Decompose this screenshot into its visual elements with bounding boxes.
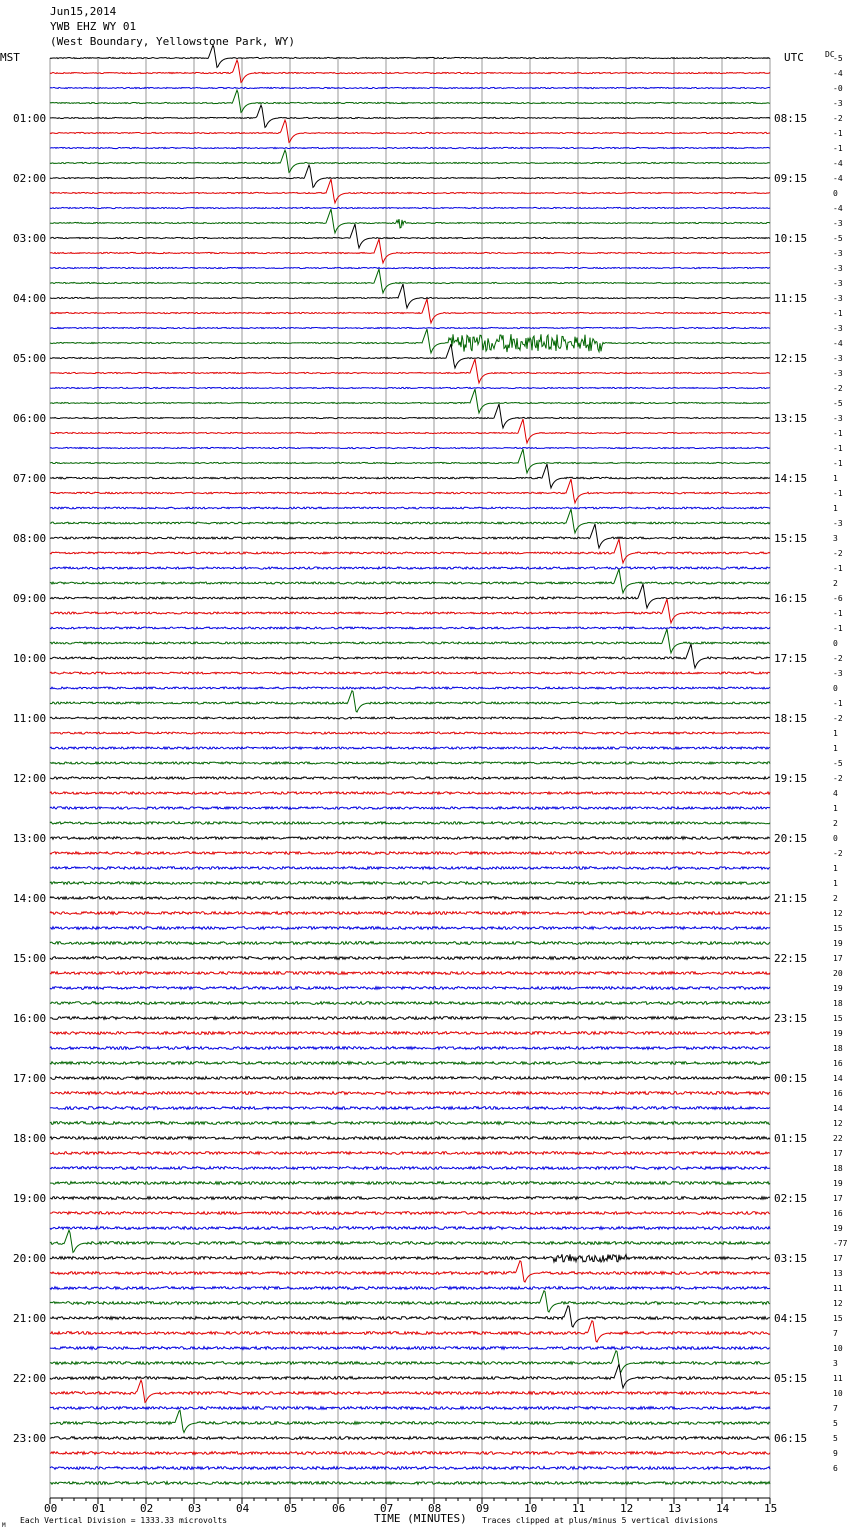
seismic-trace xyxy=(50,120,770,142)
seismic-trace xyxy=(50,1122,770,1125)
dc-offset-label: 1 xyxy=(833,729,838,738)
left-time-label: 22:00 xyxy=(13,1372,47,1385)
seismic-trace xyxy=(50,1452,770,1455)
seismic-trace xyxy=(50,419,770,443)
seismic-trace xyxy=(50,1167,770,1170)
right-time-label: 14:15 xyxy=(774,472,808,485)
seismic-trace xyxy=(50,927,770,930)
dc-offset-label: -1 xyxy=(833,129,843,138)
left-time-label: 12:00 xyxy=(13,772,47,785)
dc-offset-label: -1 xyxy=(833,444,843,453)
dc-offset-label: 15 xyxy=(833,1314,843,1323)
dc-offset-label: 1 xyxy=(833,474,838,483)
dc-offset-label: 11 xyxy=(833,1284,843,1293)
dc-offset-label: -77 xyxy=(833,1239,848,1248)
left-time-label: 20:00 xyxy=(13,1252,47,1265)
dc-offset-label: -3 xyxy=(833,249,843,258)
seismic-trace xyxy=(50,1032,770,1035)
seismic-trace xyxy=(50,1062,770,1065)
dc-offset-label: 2 xyxy=(833,819,838,828)
dc-offset-label: 0 xyxy=(833,834,838,843)
dc-offset-label: -0 xyxy=(833,84,843,93)
right-time-label: 15:15 xyxy=(774,532,808,545)
dc-offset-label: 18 xyxy=(833,1044,843,1053)
dc-offset-label: 16 xyxy=(833,1089,843,1098)
dc-offset-label: 15 xyxy=(833,924,843,933)
dc-offset-label: 17 xyxy=(833,1194,843,1203)
dc-offset-label: -3 xyxy=(833,264,843,273)
seismic-trace xyxy=(50,567,770,569)
dc-title: DC xyxy=(825,50,835,59)
dc-offset-label: -3 xyxy=(833,99,843,108)
dc-offset-label: -3 xyxy=(833,324,843,333)
seismic-trace xyxy=(50,912,770,915)
dc-offset-label: 17 xyxy=(833,1254,843,1263)
seismic-trace xyxy=(50,209,770,233)
seismic-trace xyxy=(50,507,770,509)
left-time-labels xyxy=(13,112,46,1445)
left-time-label: 10:00 xyxy=(13,652,47,665)
seismic-trace xyxy=(50,479,770,503)
seismic-trace xyxy=(50,267,770,268)
right-time-label: 06:15 xyxy=(774,1432,808,1445)
seismic-trace xyxy=(50,239,770,263)
left-time-label: 03:00 xyxy=(13,232,47,245)
header-station: YWB EHZ WY 01 xyxy=(50,20,137,33)
dc-offset-label: 18 xyxy=(833,1164,843,1173)
left-time-label: 11:00 xyxy=(13,712,47,725)
seismic-trace xyxy=(50,942,770,945)
left-time-label: 04:00 xyxy=(13,292,47,305)
dc-offset-label: 0 xyxy=(833,189,838,198)
header-location: (West Boundary, Yellowstone Park, WY) xyxy=(50,35,296,48)
seismic-trace xyxy=(50,599,770,623)
seismic-trace xyxy=(50,165,770,187)
dc-offset-label: -1 xyxy=(833,609,843,618)
dc-offset-label: -5 xyxy=(833,399,843,408)
dc-offset-label: 1 xyxy=(833,744,838,753)
dc-offset-labels xyxy=(833,54,848,1473)
right-time-label: 16:15 xyxy=(774,592,808,605)
seismic-trace xyxy=(50,1077,770,1080)
left-time-label: 21:00 xyxy=(13,1312,47,1325)
seismic-trace xyxy=(50,584,770,608)
seismic-trace xyxy=(50,1047,770,1050)
left-time-label: 15:00 xyxy=(13,952,47,965)
right-time-label: 08:15 xyxy=(774,112,808,125)
right-time-labels xyxy=(774,112,807,1445)
seismic-trace xyxy=(50,717,770,719)
dc-offset-label: -4 xyxy=(833,159,843,168)
dc-offset-label: 19 xyxy=(833,1179,843,1188)
x-tick-label: 07 xyxy=(380,1502,394,1515)
left-time-label: 05:00 xyxy=(13,352,47,365)
seismic-trace xyxy=(50,627,770,629)
x-tick-label: 08 xyxy=(428,1502,442,1515)
seismic-trace xyxy=(50,224,770,248)
seismic-trace xyxy=(50,1182,770,1185)
dc-offset-label: 12 xyxy=(833,1119,843,1128)
dc-offset-label: -2 xyxy=(833,549,843,558)
x-tick-label: 10 xyxy=(524,1502,538,1515)
right-axis-title: UTC xyxy=(784,51,804,64)
seismic-trace xyxy=(50,1347,770,1350)
seismic-trace xyxy=(50,1197,770,1200)
seismic-trace xyxy=(50,524,770,548)
dc-offset-label: -3 xyxy=(833,369,843,378)
dc-offset-label: 4 xyxy=(833,789,838,798)
seismic-trace xyxy=(50,269,770,293)
dc-offset-label: 19 xyxy=(833,939,843,948)
right-time-label: 21:15 xyxy=(774,892,808,905)
seismic-trace xyxy=(50,747,770,749)
seismic-trace xyxy=(50,644,770,668)
x-tick-label: 15 xyxy=(764,1502,778,1515)
scale-note: Each Vertical Division = 1333.33 microvolts xyxy=(20,1516,228,1525)
seismic-trace xyxy=(50,327,770,328)
x-tick-label: 11 xyxy=(572,1502,586,1515)
seismic-trace xyxy=(50,1230,770,1252)
dc-offset-label: 2 xyxy=(833,579,838,588)
right-time-label: 23:15 xyxy=(774,1012,808,1025)
seismic-trace xyxy=(50,957,770,960)
dc-offset-label: 2 xyxy=(833,894,838,903)
dc-offset-label: -2 xyxy=(833,774,843,783)
left-axis-title: MST xyxy=(0,51,20,64)
dc-offset-label: -5 xyxy=(833,759,843,768)
seismic-trace xyxy=(50,807,770,809)
left-time-label: 18:00 xyxy=(13,1132,47,1145)
seismic-trace xyxy=(50,852,770,855)
left-time-label: 02:00 xyxy=(13,172,47,185)
dc-offset-label: 1 xyxy=(833,879,838,888)
dc-offset-label: -5 xyxy=(833,54,843,63)
x-tick-label: 05 xyxy=(284,1502,298,1515)
dc-offset-label: 12 xyxy=(833,1299,843,1308)
seismic-trace xyxy=(50,672,770,674)
dc-offset-label: 16 xyxy=(833,1209,843,1218)
seismic-trace xyxy=(50,1261,770,1282)
x-tick-label: 00 xyxy=(44,1502,58,1515)
dc-offset-label: -2 xyxy=(833,384,843,393)
seismic-trace xyxy=(50,569,770,593)
dc-offset-label: 5 xyxy=(833,1434,838,1443)
x-tick-label: 06 xyxy=(332,1502,346,1515)
seismic-trace xyxy=(50,1407,770,1410)
dc-offset-label: -3 xyxy=(833,354,843,363)
dc-offset-label: -1 xyxy=(833,429,843,438)
seismic-trace xyxy=(50,691,770,712)
seismic-trace xyxy=(50,359,770,383)
dc-offset-label: -2 xyxy=(833,114,843,123)
left-time-label: 13:00 xyxy=(13,832,47,845)
dc-offset-label: -3 xyxy=(833,219,843,228)
x-tick-label: 03 xyxy=(188,1502,202,1515)
right-time-label: 17:15 xyxy=(774,652,808,665)
dc-offset-label: -2 xyxy=(833,654,843,663)
seismic-trace xyxy=(50,344,770,368)
seismic-trace xyxy=(50,389,770,413)
seismic-trace xyxy=(50,1351,770,1372)
dc-offset-label: 16 xyxy=(833,1059,843,1068)
dc-offset-label: 7 xyxy=(833,1329,838,1338)
seismic-trace xyxy=(50,1107,770,1110)
right-time-label: 19:15 xyxy=(774,772,808,785)
seismic-trace xyxy=(50,1152,770,1155)
seismic-traces xyxy=(50,45,770,1484)
right-time-label: 02:15 xyxy=(774,1192,808,1205)
dc-offset-label: 0 xyxy=(833,684,838,693)
right-time-label: 18:15 xyxy=(774,712,808,725)
x-tick-label: 13 xyxy=(668,1502,682,1515)
seismic-trace xyxy=(50,777,770,779)
x-tick-label: 02 xyxy=(140,1502,154,1515)
x-axis-title: TIME (MINUTES) xyxy=(374,1512,467,1525)
dc-offset-label: 14 xyxy=(833,1074,843,1083)
seismic-trace xyxy=(50,732,770,734)
dc-offset-label: 17 xyxy=(833,954,843,963)
dc-offset-label: 14 xyxy=(833,1104,843,1113)
dc-offset-label: 19 xyxy=(833,1029,843,1038)
dc-offset-label: 12 xyxy=(833,909,843,918)
dc-offset-label: 19 xyxy=(833,984,843,993)
dc-offset-label: -4 xyxy=(833,174,843,183)
right-time-label: 20:15 xyxy=(774,832,808,845)
seismic-trace xyxy=(50,1212,770,1215)
seismic-trace xyxy=(50,1137,770,1140)
right-time-label: 09:15 xyxy=(774,172,808,185)
left-time-label: 06:00 xyxy=(13,412,47,425)
left-time-label: 23:00 xyxy=(13,1432,47,1445)
dc-offset-label: 15 xyxy=(833,1014,843,1023)
dc-offset-label: -1 xyxy=(833,564,843,573)
dc-offset-label: 11 xyxy=(833,1374,843,1383)
x-tick-label: 14 xyxy=(716,1502,730,1515)
seismic-trace xyxy=(50,1254,770,1262)
seismic-trace xyxy=(50,449,770,473)
dc-offset-label: 1 xyxy=(833,864,838,873)
dc-offset-label: -1 xyxy=(833,699,843,708)
dc-offset-label: -1 xyxy=(833,144,843,153)
seismic-trace xyxy=(50,105,770,127)
dc-offset-label: 5 xyxy=(833,1419,838,1428)
dc-offset-label: -3 xyxy=(833,669,843,678)
seismic-trace xyxy=(50,1482,770,1485)
dc-offset-label: -1 xyxy=(833,309,843,318)
left-time-label: 07:00 xyxy=(13,472,47,485)
dc-offset-label: 3 xyxy=(833,1359,838,1368)
dc-offset-label: 9 xyxy=(833,1449,838,1458)
left-time-label: 19:00 xyxy=(13,1192,47,1205)
dc-offset-label: 7 xyxy=(833,1404,838,1413)
right-time-label: 11:15 xyxy=(774,292,808,305)
dc-offset-label: 20 xyxy=(833,969,843,978)
dc-offset-label: -4 xyxy=(833,204,843,213)
dc-offset-label: -6 xyxy=(833,594,843,603)
seismic-trace xyxy=(50,1380,770,1402)
seismic-trace xyxy=(50,1467,770,1470)
seismic-trace xyxy=(50,897,770,900)
dc-offset-label: 1 xyxy=(833,504,838,513)
seismic-trace xyxy=(50,207,770,208)
seismic-trace xyxy=(50,1017,770,1020)
seismic-trace xyxy=(50,329,770,353)
seismic-trace xyxy=(50,60,770,82)
seismic-trace xyxy=(50,179,770,203)
left-time-label: 09:00 xyxy=(13,592,47,605)
seismic-trace xyxy=(50,1002,770,1005)
dc-offset-label: 10 xyxy=(833,1389,843,1398)
seismic-trace xyxy=(50,147,770,148)
seismic-trace xyxy=(50,1287,770,1290)
seismic-trace xyxy=(50,762,770,764)
seismic-trace xyxy=(50,1437,770,1440)
dc-offset-label: 0 xyxy=(833,639,838,648)
x-tick-label: 04 xyxy=(236,1502,250,1515)
x-tick-label: 12 xyxy=(620,1502,634,1515)
right-time-label: 13:15 xyxy=(774,412,808,425)
x-tick-label: 01 xyxy=(92,1502,106,1515)
dc-offset-label: -4 xyxy=(833,339,843,348)
dc-offset-label: 1 xyxy=(833,804,838,813)
seismic-trace xyxy=(50,45,770,67)
seismic-trace xyxy=(50,987,770,990)
seismic-trace xyxy=(50,1227,770,1230)
dc-offset-label: -2 xyxy=(833,714,843,723)
left-time-label: 16:00 xyxy=(13,1012,47,1025)
dc-offset-label: -3 xyxy=(833,414,843,423)
x-tick-label: 09 xyxy=(476,1502,490,1515)
dc-offset-label: -3 xyxy=(833,279,843,288)
dc-offset-label: -5 xyxy=(833,234,843,243)
seismic-trace xyxy=(50,792,770,794)
seismic-trace xyxy=(50,387,770,388)
seismic-trace xyxy=(50,1321,770,1342)
dc-offset-label: 17 xyxy=(833,1149,843,1158)
dc-offset-label: -3 xyxy=(833,294,843,303)
seismic-trace xyxy=(50,1291,770,1312)
left-time-label: 01:00 xyxy=(13,112,47,125)
left-time-label: 08:00 xyxy=(13,532,47,545)
right-time-label: 05:15 xyxy=(774,1372,808,1385)
right-time-label: 00:15 xyxy=(774,1072,808,1085)
right-time-label: 10:15 xyxy=(774,232,808,245)
left-time-label: 17:00 xyxy=(13,1072,47,1085)
seismic-trace xyxy=(50,1092,770,1095)
dc-offset-label: -1 xyxy=(833,489,843,498)
seismic-trace xyxy=(50,509,770,533)
seismic-trace xyxy=(50,867,770,870)
seismic-trace xyxy=(50,447,770,448)
dc-offset-label: -2 xyxy=(833,849,843,858)
clip-note: Traces clipped at plus/minus 5 vertical divisions xyxy=(482,1516,719,1525)
seismic-trace xyxy=(50,1364,770,1388)
dc-offset-label: 18 xyxy=(833,999,843,1008)
seismic-trace xyxy=(50,87,770,88)
seismic-trace xyxy=(50,629,770,653)
seismic-trace xyxy=(50,837,770,840)
seismic-trace xyxy=(50,882,770,885)
seismic-trace xyxy=(50,1410,770,1432)
right-time-label: 03:15 xyxy=(774,1252,808,1265)
seismic-trace xyxy=(50,822,770,824)
dc-offset-label: -1 xyxy=(833,624,843,633)
dc-offset-label: -1 xyxy=(833,459,843,468)
seismic-trace xyxy=(50,284,770,308)
seismic-trace xyxy=(50,539,770,563)
dc-offset-label: 3 xyxy=(833,534,838,543)
dc-offset-label: 22 xyxy=(833,1134,843,1143)
seismic-trace xyxy=(50,687,770,689)
dc-offset-label: 19 xyxy=(833,1224,843,1233)
seismic-trace xyxy=(50,464,770,488)
seismic-trace xyxy=(50,150,770,172)
right-time-label: 04:15 xyxy=(774,1312,808,1325)
seismic-trace xyxy=(50,90,770,112)
right-time-label: 12:15 xyxy=(774,352,808,365)
seismic-trace xyxy=(50,404,770,428)
header-date: Jun15,2014 xyxy=(50,5,117,18)
corner-mark: M xyxy=(2,1522,6,1529)
dc-offset-label: -4 xyxy=(833,69,843,78)
right-time-label: 22:15 xyxy=(774,952,808,965)
seismic-trace xyxy=(50,1306,770,1327)
left-time-label: 14:00 xyxy=(13,892,47,905)
dc-offset-label: -3 xyxy=(833,519,843,528)
dc-offset-label: 10 xyxy=(833,1344,843,1353)
right-time-label: 01:15 xyxy=(774,1132,808,1145)
dc-offset-label: 13 xyxy=(833,1269,843,1278)
seismic-trace xyxy=(50,972,770,975)
dc-offset-label: 6 xyxy=(833,1464,838,1473)
